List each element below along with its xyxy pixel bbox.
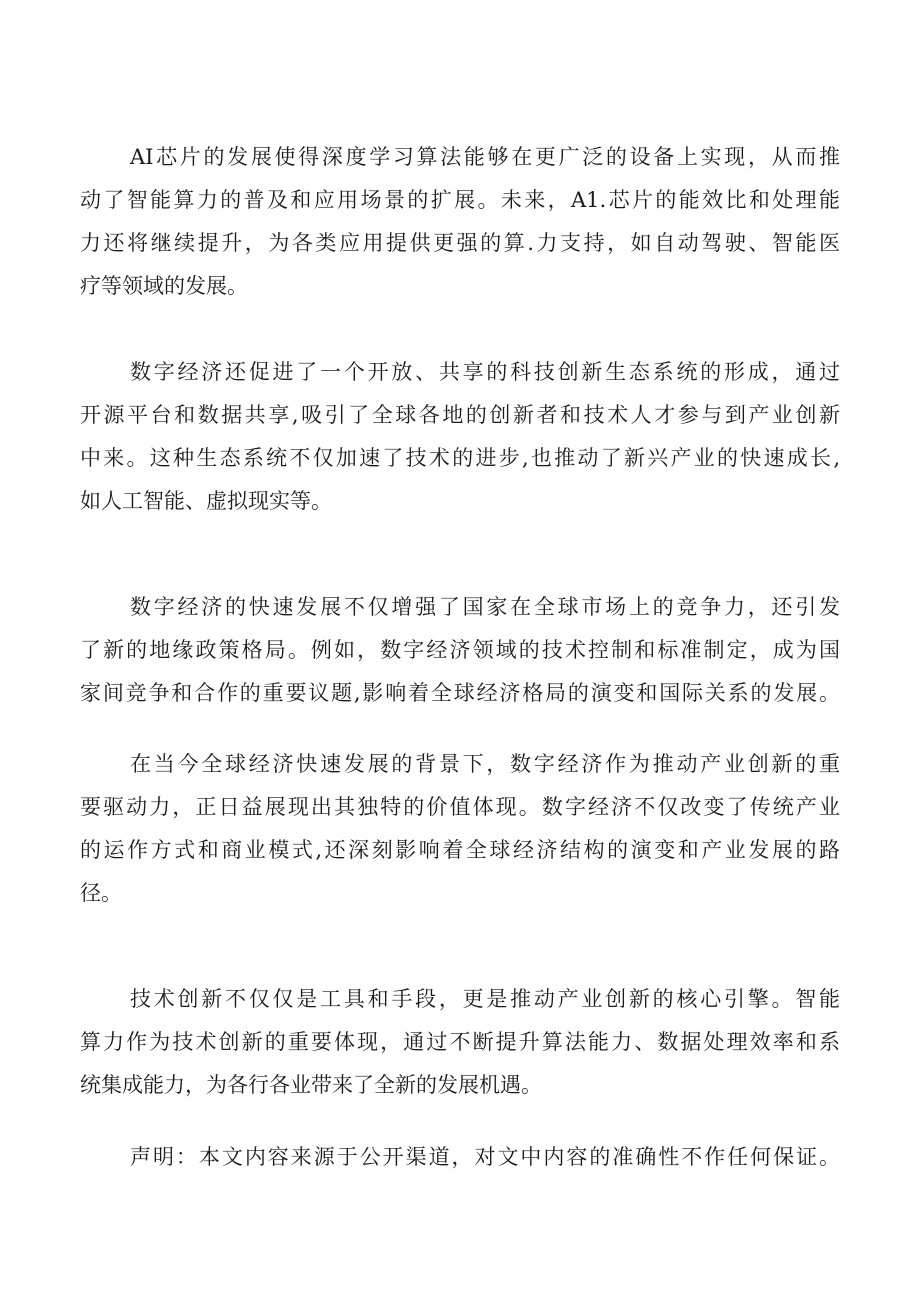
paragraph-line: 径。 xyxy=(80,881,122,905)
paragraph-line: 疗等领域的发展。 xyxy=(80,274,248,298)
paragraph-geopolitics xyxy=(80,586,840,715)
disclaimer-line: 声明：本文内容来源于公开渠道，对文中内容的准确性不作任何保证。 xyxy=(130,1145,840,1169)
paragraph-innovation-ecosystem xyxy=(80,351,840,523)
paragraph-ai-chip xyxy=(80,136,840,308)
paragraph-line: 数字经济的快速发展不仅增强了国家在全球市场上的竞争力，还引发 xyxy=(130,595,840,619)
paragraph-line: AI芯片的发展使得深度学习算法能够在更广泛的设备上实现，从而推 xyxy=(130,145,840,169)
paragraph-line: 动了智能算力的普及和应用场景的扩展。未来，A1.芯片的能效比和处理能 xyxy=(80,188,840,212)
paragraph-line: 要驱动力，正日益展现出其独特的价值体现。数字经济不仅改变了传统产业 xyxy=(80,795,840,819)
paragraph-line: 中来。这种生态系统不仅加速了技术的进步,也推动了新兴产业的快速成长, xyxy=(80,446,840,470)
paragraph-disclaimer xyxy=(80,1136,840,1179)
paragraph-line: 统集成能力，为各行各业带来了全新的发展机遇。 xyxy=(80,1073,542,1097)
paragraph-line: 家间竞争和合作的重要议题,影响着全球经济格局的演变和国际关系的发展。 xyxy=(80,681,840,705)
paragraph-line: 在当今全球经济快速发展的背景下，数字经济作为推动产业创新的重 xyxy=(130,752,840,776)
paragraph-line: 数字经济还促进了一个开放、共享的科技创新生态系统的形成，通过 xyxy=(130,360,840,384)
paragraph-line: 了新的地缘政策格局。例如，数字经济领域的技术控制和标准制定，成为国 xyxy=(80,638,840,662)
paragraph-line: 技术创新不仅仅是工具和手段，更是推动产业创新的核心引擎。智能 xyxy=(130,987,840,1011)
paragraph-line: 的运作方式和商业模式,还深刻影响着全球经济结构的演变和产业发展的路 xyxy=(80,838,840,862)
paragraph-line: 力还将继续提升，为各类应用提供更强的算.力支持，如自动驾驶、智能医 xyxy=(80,231,840,255)
paragraph-digital-economy-driver xyxy=(80,743,840,915)
paragraph-line: 算力作为技术创新的重要体现，通过不断提升算法能力、数据处理效率和系 xyxy=(80,1030,840,1054)
paragraph-line: 如人工智能、虚拟现实等。 xyxy=(80,489,332,513)
paragraph-line: 开源平台和数据共享,吸引了全球各地的创新者和技术人才参与到产业创新 xyxy=(80,403,840,427)
paragraph-tech-innovation xyxy=(80,978,840,1107)
